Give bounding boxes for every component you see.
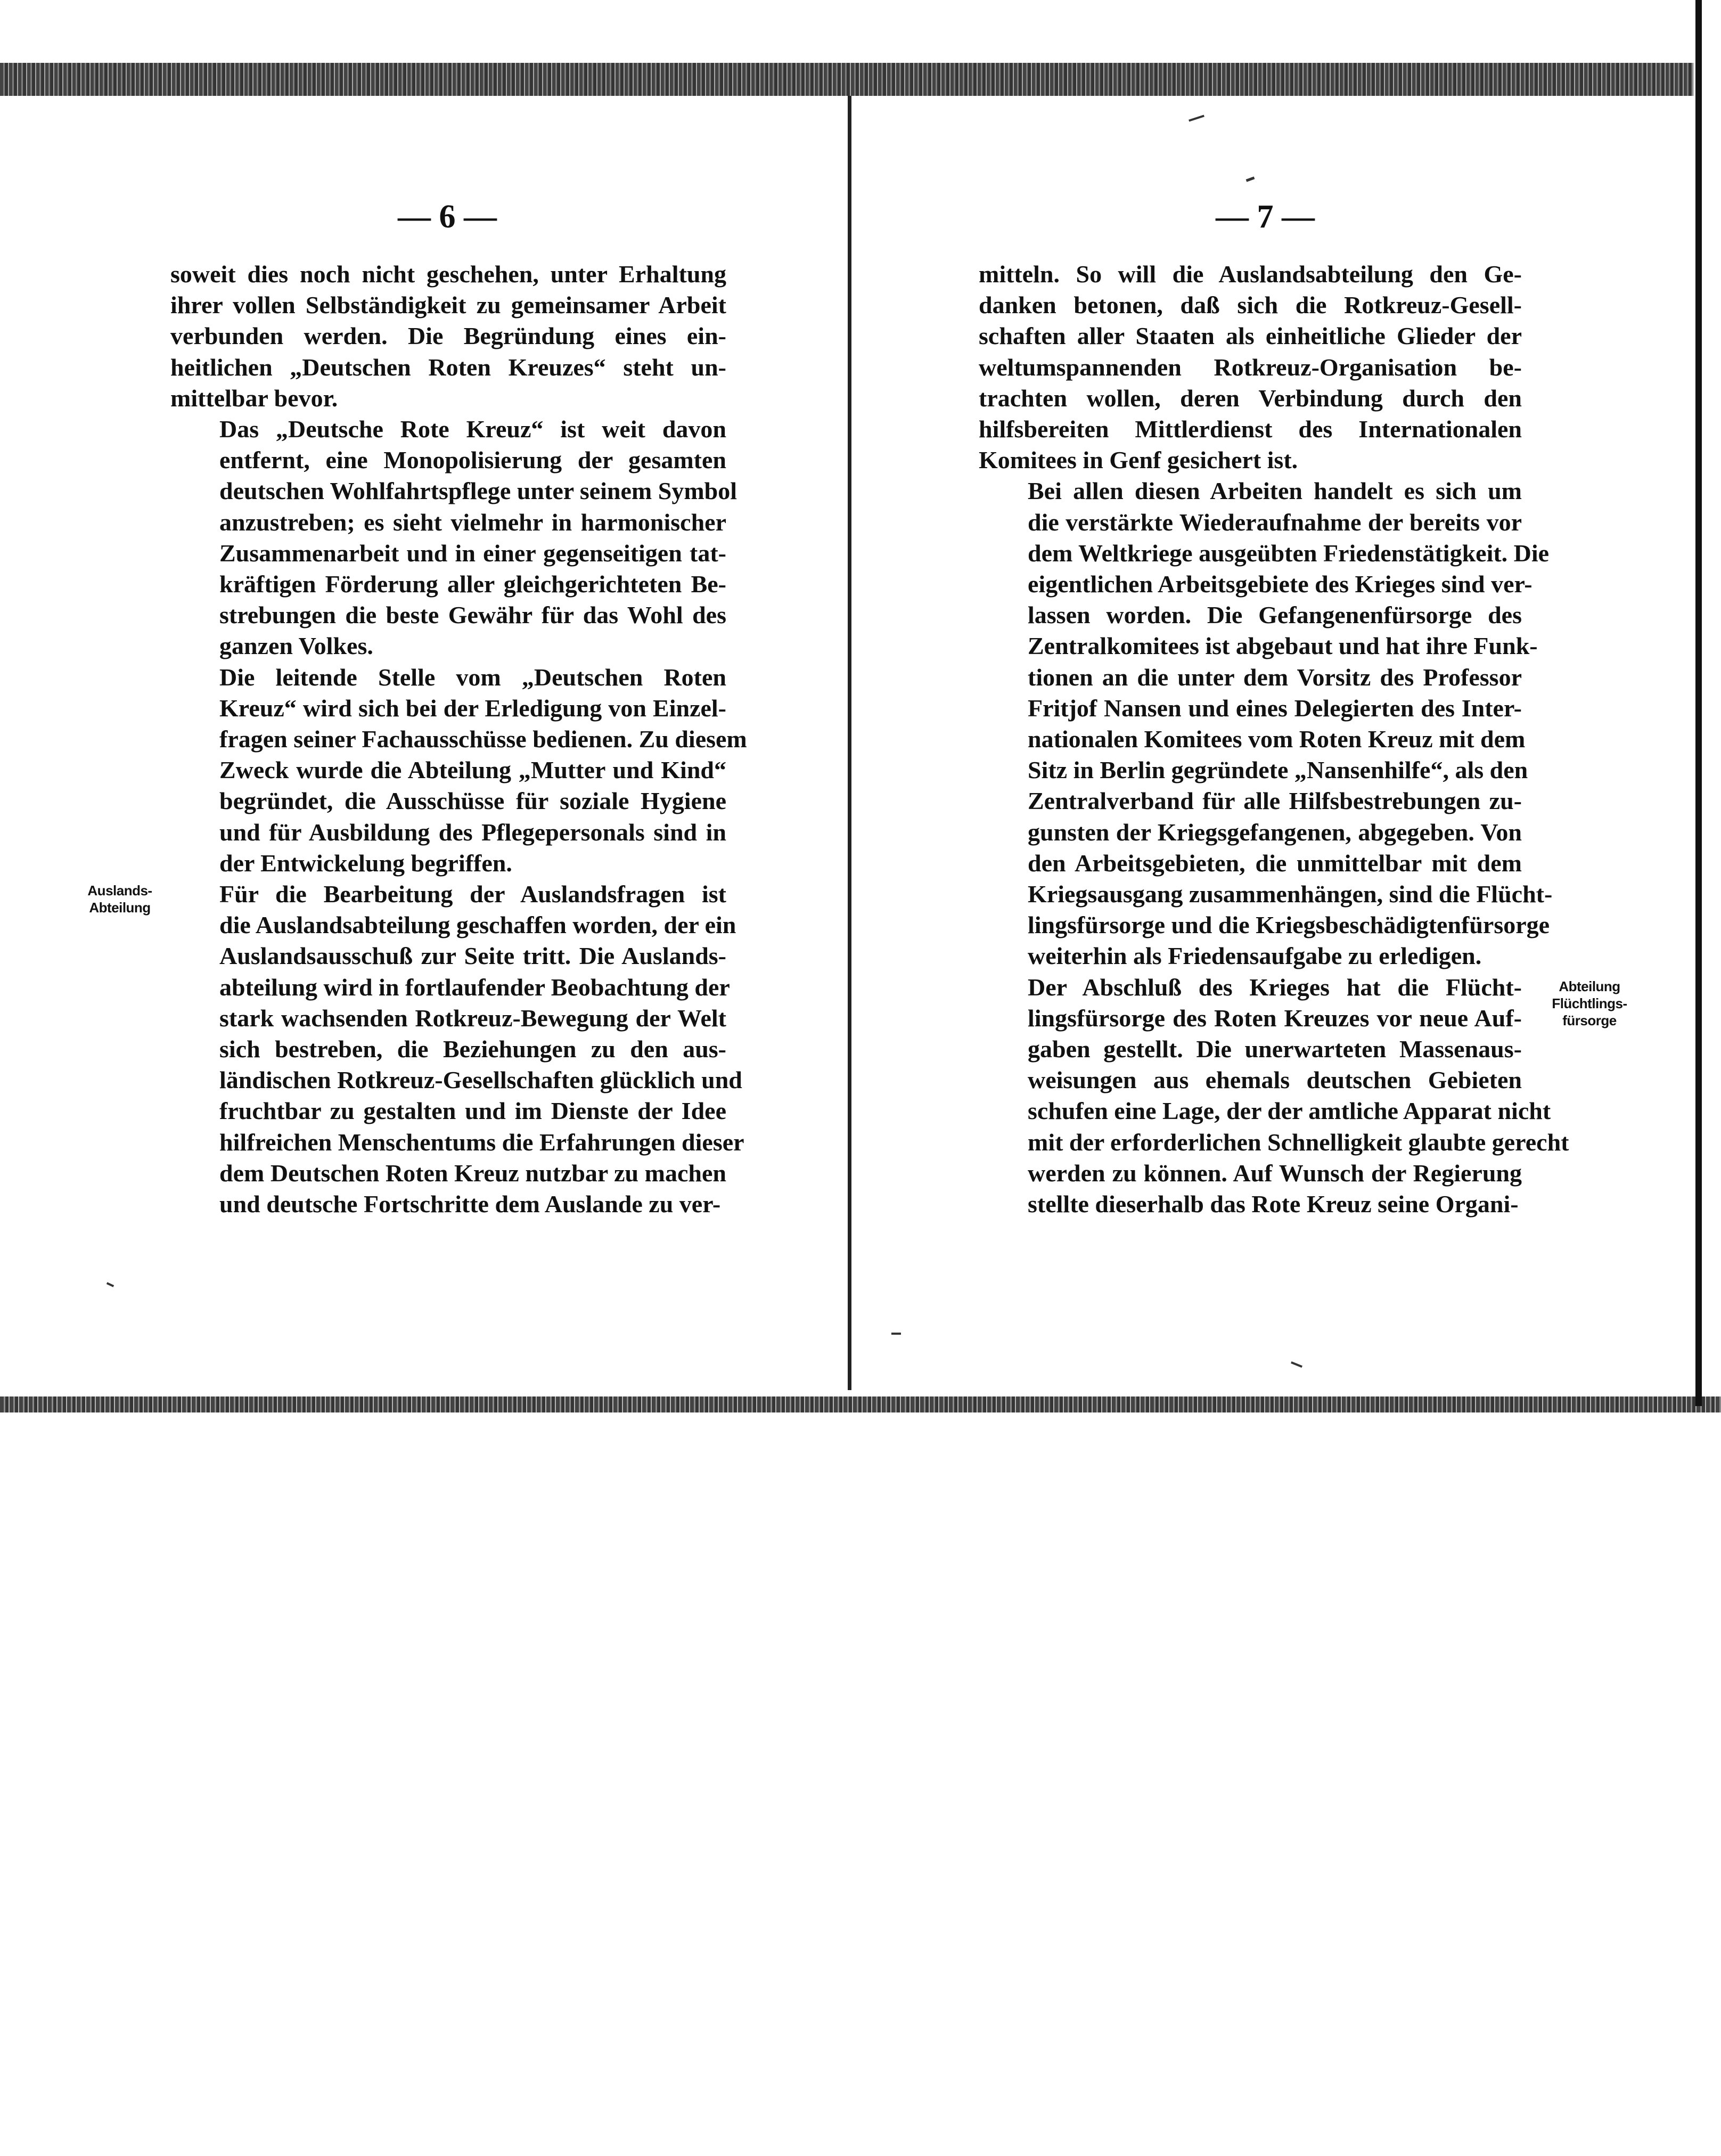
text-line: Kreuz“ wird sich bei der Erledigung von Einzel-	[219, 694, 726, 722]
text-line: hilfsbereiten Mittlerdienst des Internationalen	[979, 415, 1522, 443]
text-line: dem Deutschen Roten Kreuz nutzbar zu machen	[219, 1159, 726, 1187]
paragraph	[979, 259, 1522, 476]
text-line: gaben gestellt. Die unerwarteten Massenaus-	[1028, 1035, 1522, 1063]
margin-note-line: Auslands-	[87, 883, 152, 899]
text-line: Zusammenarbeit und in einer gegenseitigen tat-	[219, 539, 726, 567]
text-line: stellte dieserhalb das Rote Kreuz seine Organi-	[1028, 1190, 1519, 1218]
text-line: sich bestreben, die Beziehungen zu den aus-	[219, 1035, 726, 1063]
margin-note-abteilung-fluechtlingsfuersorge	[1539, 978, 1640, 1029]
text-line: Der Abschluß des Krieges hat die Flücht-	[1028, 973, 1522, 1001]
margin-note-line: Abteilung	[1559, 978, 1620, 994]
paragraph	[170, 414, 737, 662]
text-line: danken betonen, daß sich die Rotkreuz-Gesell-	[979, 291, 1522, 319]
text-line: Für die Bearbeitung der Auslandsfragen ist	[219, 880, 726, 908]
text-line: Zentralverband für alle Hilfsbestrebungen zu-	[1028, 787, 1522, 815]
text-line: mittelbar bevor.	[170, 384, 338, 412]
text-line: ländischen Rotkreuz-Gesellschaften glücklich und	[219, 1066, 742, 1094]
text-line: kräftigen Förderung aller gleichgerichteten Be-	[219, 570, 726, 598]
margin-note-line: Abteilung	[89, 900, 151, 916]
text-line: die verstärkte Wiederaufnahme der bereits vor	[1028, 508, 1522, 536]
text-line: soweit dies noch nicht geschehen, unter Erhaltung	[170, 260, 726, 288]
text-line: Fritjof Nansen und eines Delegierten des Inter-	[1028, 694, 1522, 722]
text-line: den Arbeitsgebieten, die unmittelbar mit dem	[1028, 849, 1522, 877]
text-line: und deutsche Fortschritte dem Auslande zu ver-	[219, 1190, 721, 1218]
text-line: strebungen die beste Gewähr für das Wohl des	[219, 601, 726, 629]
text-line: ganzen Volkes.	[219, 632, 373, 660]
book-gutter	[848, 96, 851, 1390]
text-line: mitteln. So will die Auslandsabteilung den Ge-	[979, 260, 1522, 288]
text-line: Sitz in Berlin gegründete „Nansenhilfe“, als den	[1028, 756, 1528, 784]
text-line: weisungen aus ehemals deutschen Gebieten	[1028, 1066, 1522, 1094]
text-line: trachten wollen, deren Verbindung durch den	[979, 384, 1522, 412]
margin-note-line: fürsorge	[1562, 1012, 1617, 1028]
text-line: mit der erforderlichen Schnelligkeit glaubte gerecht	[1028, 1128, 1569, 1156]
text-line: hilfreichen Menschentums die Erfahrungen dieser	[219, 1128, 744, 1156]
margin-note-line: Flüchtlings-	[1552, 995, 1627, 1011]
text-line: weltumspannenden Rotkreuz-Organisation be-	[979, 353, 1522, 381]
text-line: anzustreben; es sieht vielmehr in harmonischer	[219, 508, 726, 536]
text-line: werden zu können. Auf Wunsch der Regierung	[1028, 1159, 1522, 1187]
speck	[106, 1282, 114, 1287]
text-line: die Auslandsabteilung geschaffen worden, der ein	[219, 911, 736, 939]
text-line: fragen seiner Fachausschüsse bedienen. Zu diesem	[219, 725, 747, 753]
speck	[1189, 115, 1204, 121]
text-line: lassen worden. Die Gefangenenfürsorge des	[1028, 601, 1522, 629]
speck	[891, 1333, 901, 1335]
text-line: ihrer vollen Selbständigkeit zu gemeinsamer Arbeit	[170, 291, 726, 319]
text-line: dem Weltkriege ausgeübten Friedenstätigkeit. Die	[1028, 539, 1550, 567]
speck	[1291, 1361, 1302, 1368]
text-line: lingsfürsorge und die Kriegsbeschädigtenfürsorge	[1028, 911, 1550, 939]
page-number-left: — 6 —	[398, 199, 497, 235]
text-line: Die leitende Stelle vom „Deutschen Roten	[219, 663, 726, 691]
paragraph	[979, 476, 1553, 971]
text-line: Auslandsausschuß zur Seite tritt. Die Auslands-	[219, 942, 726, 970]
text-line: Zentralkomitees ist abgebaut und hat ihre Funk-	[1028, 632, 1538, 660]
text-line: schufen eine Lage, der der amtliche Apparat nicht	[1028, 1097, 1551, 1125]
text-line: entfernt, eine Monopolisierung der gesamten	[219, 446, 726, 474]
paragraph	[979, 972, 1569, 1220]
text-line: nationalen Komitees vom Roten Kreuz mit dem	[1028, 725, 1526, 753]
text-line: Zweck wurde die Abteilung „Mutter und Kind“	[219, 756, 726, 784]
speck	[1246, 176, 1255, 182]
text-line: und für Ausbildung des Pflegepersonals sind in	[219, 818, 726, 846]
text-line: Kriegsausgang zusammenhängen, sind die Flücht-	[1028, 880, 1553, 908]
page-number-right: — 7 —	[1216, 199, 1315, 235]
text-line: eigentlichen Arbeitsgebiete des Krieges sind ver-	[1028, 570, 1532, 598]
right-page-text	[979, 259, 1569, 1220]
text-line: schaften aller Staaten als einheitliche Glieder der	[979, 322, 1522, 350]
scan-edge-bottom	[0, 1396, 1721, 1412]
paragraph	[170, 662, 747, 879]
paragraph	[170, 879, 744, 1220]
paragraph	[170, 259, 726, 414]
text-line: abteilung wird in fortlaufender Beobachtung der	[219, 973, 730, 1001]
scan-edge-top	[0, 63, 1693, 96]
text-line: deutschen Wohlfahrtspflege unter seinem Symbol	[219, 477, 737, 505]
text-line: Bei allen diesen Arbeiten handelt es sich um	[1028, 477, 1522, 505]
text-line: gunsten der Kriegsgefangenen, abgegeben. Von	[1028, 818, 1522, 846]
text-line: lingsfürsorge des Roten Kreuzes vor neue Auf-	[1028, 1004, 1522, 1032]
text-line: begründet, die Ausschüsse für soziale Hygiene	[219, 787, 726, 815]
text-line: verbunden werden. Die Begründung eines ein-	[170, 322, 726, 350]
text-line: Das „Deutsche Rote Kreuz“ ist weit davon	[219, 415, 726, 443]
text-line: weiterhin als Friedensaufgabe zu erledigen.	[1028, 942, 1482, 970]
text-line: Komitees in Genf gesichert ist.	[979, 446, 1298, 474]
text-line: tionen an die unter dem Vorsitz des Professor	[1028, 663, 1522, 691]
margin-note-auslands-abteilung	[75, 882, 165, 916]
text-line: der Entwickelung begriffen.	[219, 849, 512, 877]
scan-border-right	[1695, 0, 1702, 1406]
left-page-text	[170, 259, 747, 1220]
text-line: fruchtbar zu gestalten und im Dienste der Idee	[219, 1097, 726, 1125]
text-line: heitlichen „Deutschen Roten Kreuzes“ steht un-	[170, 353, 726, 381]
text-line: stark wachsenden Rotkreuz-Bewegung der Welt	[219, 1004, 726, 1032]
